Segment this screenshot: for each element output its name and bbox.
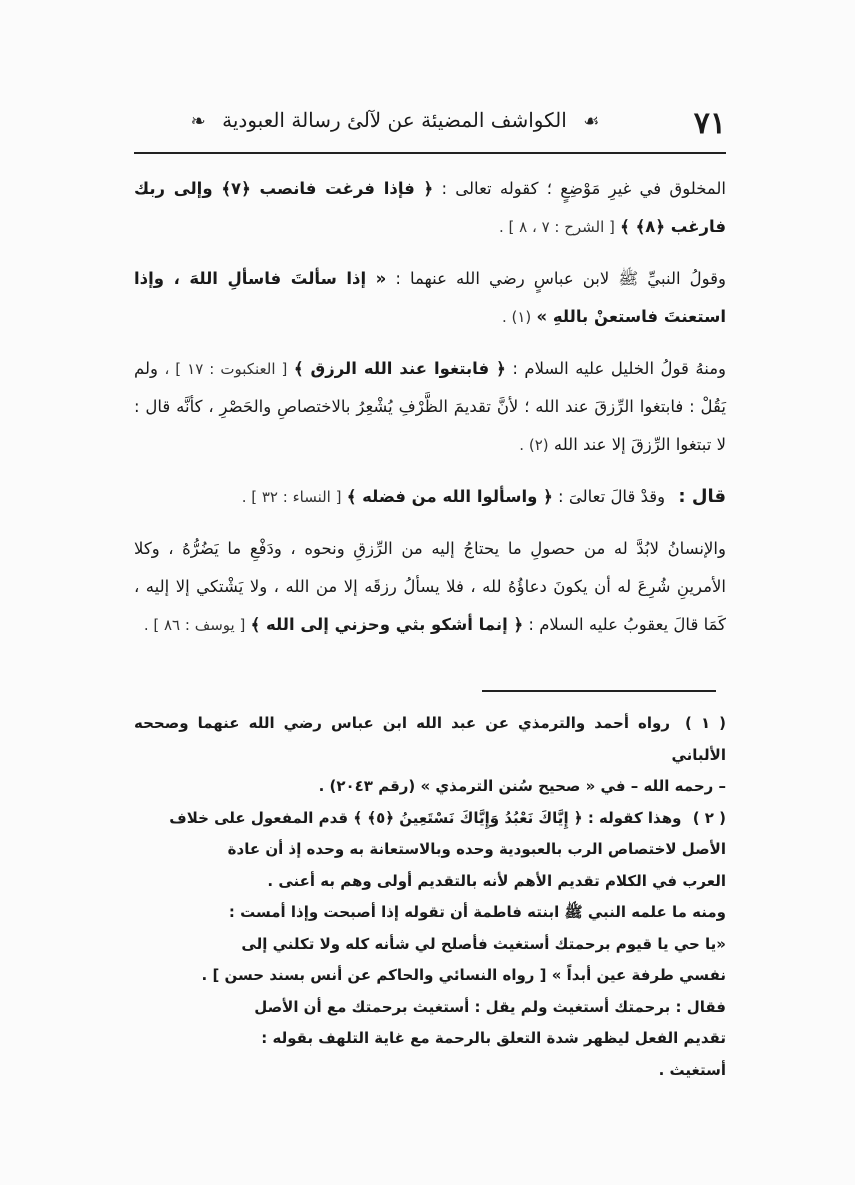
footnote-line xyxy=(134,803,726,835)
footnote-number: ( ١ ) xyxy=(685,714,726,732)
ornament-right-icon: ☙ xyxy=(583,111,600,132)
footnote-text: وهذا كقوله : ﴿ إِيَّاكَ نَعْبُدُ وَإِيَّاكَ نَسْتَعِينُ ﴿٥﴾ ﴾ قدم المفعول على خلاف xyxy=(169,808,682,827)
paragraph-text: والإنسانُ لابُدَّ له من حصولِ ما يحتاجُ إليه من الرِّزقِ ونحوه ، ودَفْعِ ما يَضُرُّهُ ، وكلا الأمرينِ شُرِعَ له أن يكونَ دعاؤُهُ لله ، فلا يسألُ رزقَه إلا من الله ، ولا يَشْتكي إلا إليه ، كَمَا قالَ يعقوبُ عليه السلام : xyxy=(134,539,726,634)
footnote-line: – رحمه الله – في « صحيح سُنن الترمذي » (رقم ٢٠٤٣) . xyxy=(318,777,726,795)
footnote-text: رواه أحمد والترمذي عن عبد الله ابن عباس رضي الله عنهما وصححه الألباني xyxy=(134,714,726,764)
ornament-left-icon: ❧ xyxy=(190,111,206,132)
paragraph-4 xyxy=(134,478,726,516)
paragraph-3 xyxy=(134,350,726,464)
footnote-line: نفسي طرفة عين أبداً » [ رواه النسائي والحاكم عن أنس بسند حسن ] . xyxy=(201,966,726,984)
footnote-line: فقال : برحمتك أستغيث ولم يقل : أستغيث برحمتك مع أن الأصل xyxy=(254,997,726,1016)
footnote-marker: (١) . xyxy=(501,308,532,326)
quran-verse: ﴿ إنما أشكو بثي وحزني إلى الله ﴾ xyxy=(250,615,524,634)
footnote-2 xyxy=(134,803,726,1087)
footnote-line xyxy=(134,708,726,771)
footnote-separator xyxy=(482,690,716,692)
page-number: ٧١ xyxy=(693,106,726,141)
quran-verse: ﴿ فإذا فرغت فانصب ﴿٧﴾ وإلى ربك فارغب ﴿٨﴾ ﴾ xyxy=(134,179,726,236)
paragraph-5 xyxy=(134,530,726,644)
footnote-line: «يا حي يا قيوم برحمتك أستغيث فأصلح لي شأنه كله ولا تكلني إلى xyxy=(241,934,726,953)
quran-verse: ﴿ واسألوا الله من فضله ﴾ xyxy=(346,487,553,506)
footnote-line: الأصل لاختصاص الرب بالعبودية وحده وبالاستعانة به وحده إذ أن عادة xyxy=(227,840,726,858)
footnote-line: تقديم الفعل ليظهر شدة التعلق بالرحمة مع غاية التلهف بقوله : xyxy=(261,1029,726,1047)
page-header xyxy=(134,98,726,154)
verse-reference: [ العنكبوت : ١٧ ] ، xyxy=(164,360,288,378)
footnotes xyxy=(134,708,726,1086)
main-text xyxy=(134,170,726,658)
running-title xyxy=(134,108,656,132)
paragraph-1 xyxy=(134,170,726,246)
quran-verse: ﴿ فابتغوا عند الله الرزق ﴾ xyxy=(293,359,506,378)
hadith-quote: « إذا سألتَ فاسألِ اللهَ ، وإذا استعنتَ فاستعنْ باللهِ » xyxy=(134,269,726,326)
footnote-line: أستغيث . xyxy=(658,1060,726,1079)
paragraph-text: وقدْ قالَ تعالىَ : xyxy=(558,487,666,506)
footnote-marker: (٢) . xyxy=(519,436,549,454)
paragraph-2 xyxy=(134,260,726,336)
section-label: قال : xyxy=(678,486,726,507)
running-title-text: الكواشف المضيئة عن لآلئ رسالة العبودية xyxy=(222,108,567,132)
verse-reference: [ الشرح : ٧ ، ٨ ] . xyxy=(498,218,615,236)
verse-reference: [ النساء : ٣٢ ] . xyxy=(241,488,342,506)
header-rule xyxy=(134,152,726,154)
footnote-1 xyxy=(134,708,726,803)
footnote-number: ( ٢ ) xyxy=(692,808,726,827)
verse-reference: [ يوسف : ٨٦ ] . xyxy=(143,616,246,634)
footnote-line: ومنه ما علمه النبي ﷺ ابنته فاطمة أن تقوله إذا أصبحت وإذا أمست : xyxy=(228,903,726,921)
footnote-line: العرب في الكلام تقديم الأهم لأنه بالتقديم أولى وهم به أعنى . xyxy=(267,871,726,890)
paragraph-text: ولم يَقُلْ : فابتغوا الرِّزقَ عند الله ؛ لأنَّ تقديمَ الظَّرْفِ يُشْعِرُ بالاختصاصِ والحَصْرِ ، كأنَّه قال : لا تبتغوا الرِّزقَ إلا عند الله xyxy=(134,359,726,454)
paragraph-text: المخلوق في غيرِ مَوْضِعٍ ؛ كقوله تعالى : xyxy=(441,179,727,198)
paragraph-text: وقولُ النبيِّ ﷺ لابن عباسٍ رضي الله عنهما : xyxy=(395,269,727,288)
paragraph-text: ومنهُ قولُ الخليل عليه السلام : xyxy=(512,359,727,378)
